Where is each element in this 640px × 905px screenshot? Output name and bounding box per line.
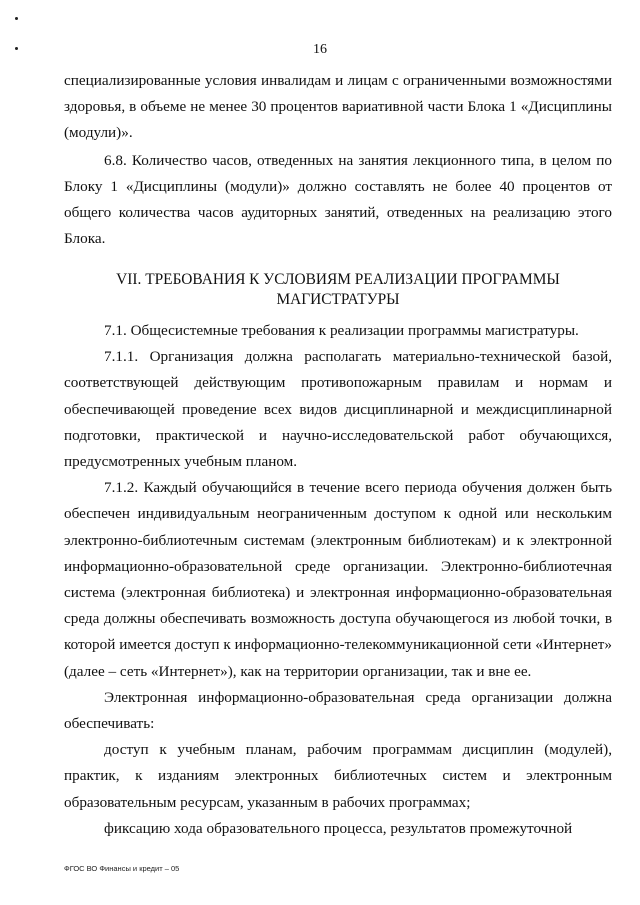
body-text-block: [64, 318, 612, 842]
scan-mark-top: [15, 17, 18, 20]
section-heading-line-1: VII. ТРЕБОВАНИЯ К УСЛОВИЯМ РЕАЛИЗАЦИИ ПРОГРАММЫ: [116, 271, 560, 288]
page-number: 16: [313, 42, 327, 57]
paragraph-continued: специализированные условия инвалидам и лицам с ограниченными возможностями здоровья, в объеме не менее 30 процентов вариативной части Блока 1 «Дисциплины (модули)».: [64, 72, 612, 142]
paragraph-7-1-2: 7.1.2. Каждый обучающийся в течение всего периода обучения должен быть обеспечен индивидуальным неограниченным доступом к одной или нескольким электронно-библиотечным системам (электронным библиотекам) и к электронной информационно-образовательной среде организации. Электронно-библиотечная система (электронная библиотека) и электронная информационно-образовательная среда должны обеспечивать возможность доступа обучающегося из любой точки, в которой имеется доступ к информационно-телекоммуникационной сети «Интернет» (далее – сеть «Интернет»), как на территории организации, так и вне ее.: [64, 479, 612, 680]
document-footer: ФГОС ВО Финансы и кредит – 05: [64, 864, 180, 873]
paragraph-6-8: 6.8. Количество часов, отведенных на занятия лекционного типа, в целом по Блоку 1 «Дисциплины (модули)» должно составлять не более 40 процентов от общего количества часов аудиторных занятий, отведенных на реализацию этого Блока.: [64, 151, 612, 248]
section-heading: [64, 270, 612, 310]
section-heading-line-2: МАГИСТРАТУРЫ: [276, 291, 400, 308]
paragraph-access: доступ к учебным планам, рабочим программам дисциплин (модулей), практик, к изданиям электронных библиотечных систем и электронным образовательным ресурсам, указанным в рабочих программах;: [64, 741, 612, 811]
paragraph-eios: Электронная информационно-образовательная среда организации должна обеспечивать:: [64, 688, 612, 733]
paragraph-7-1-1: 7.1.1. Организация должна располагать материально-технической базой, соответствующей действующим противопожарным правилам и нормам и обеспечивающей проведение всех видов дисциплинарной и междисциплинарной подготовки, практической и научно-исследовательской работ обучающихся, предусмотренных учебным планом.: [64, 348, 612, 471]
paragraph-7-1: 7.1. Общесистемные требования к реализации программы магистратуры.: [104, 322, 579, 339]
paragraph-fixation: фиксацию хода образовательного процесса, результатов промежуточной: [104, 819, 573, 837]
top-text-block: [64, 68, 612, 252]
